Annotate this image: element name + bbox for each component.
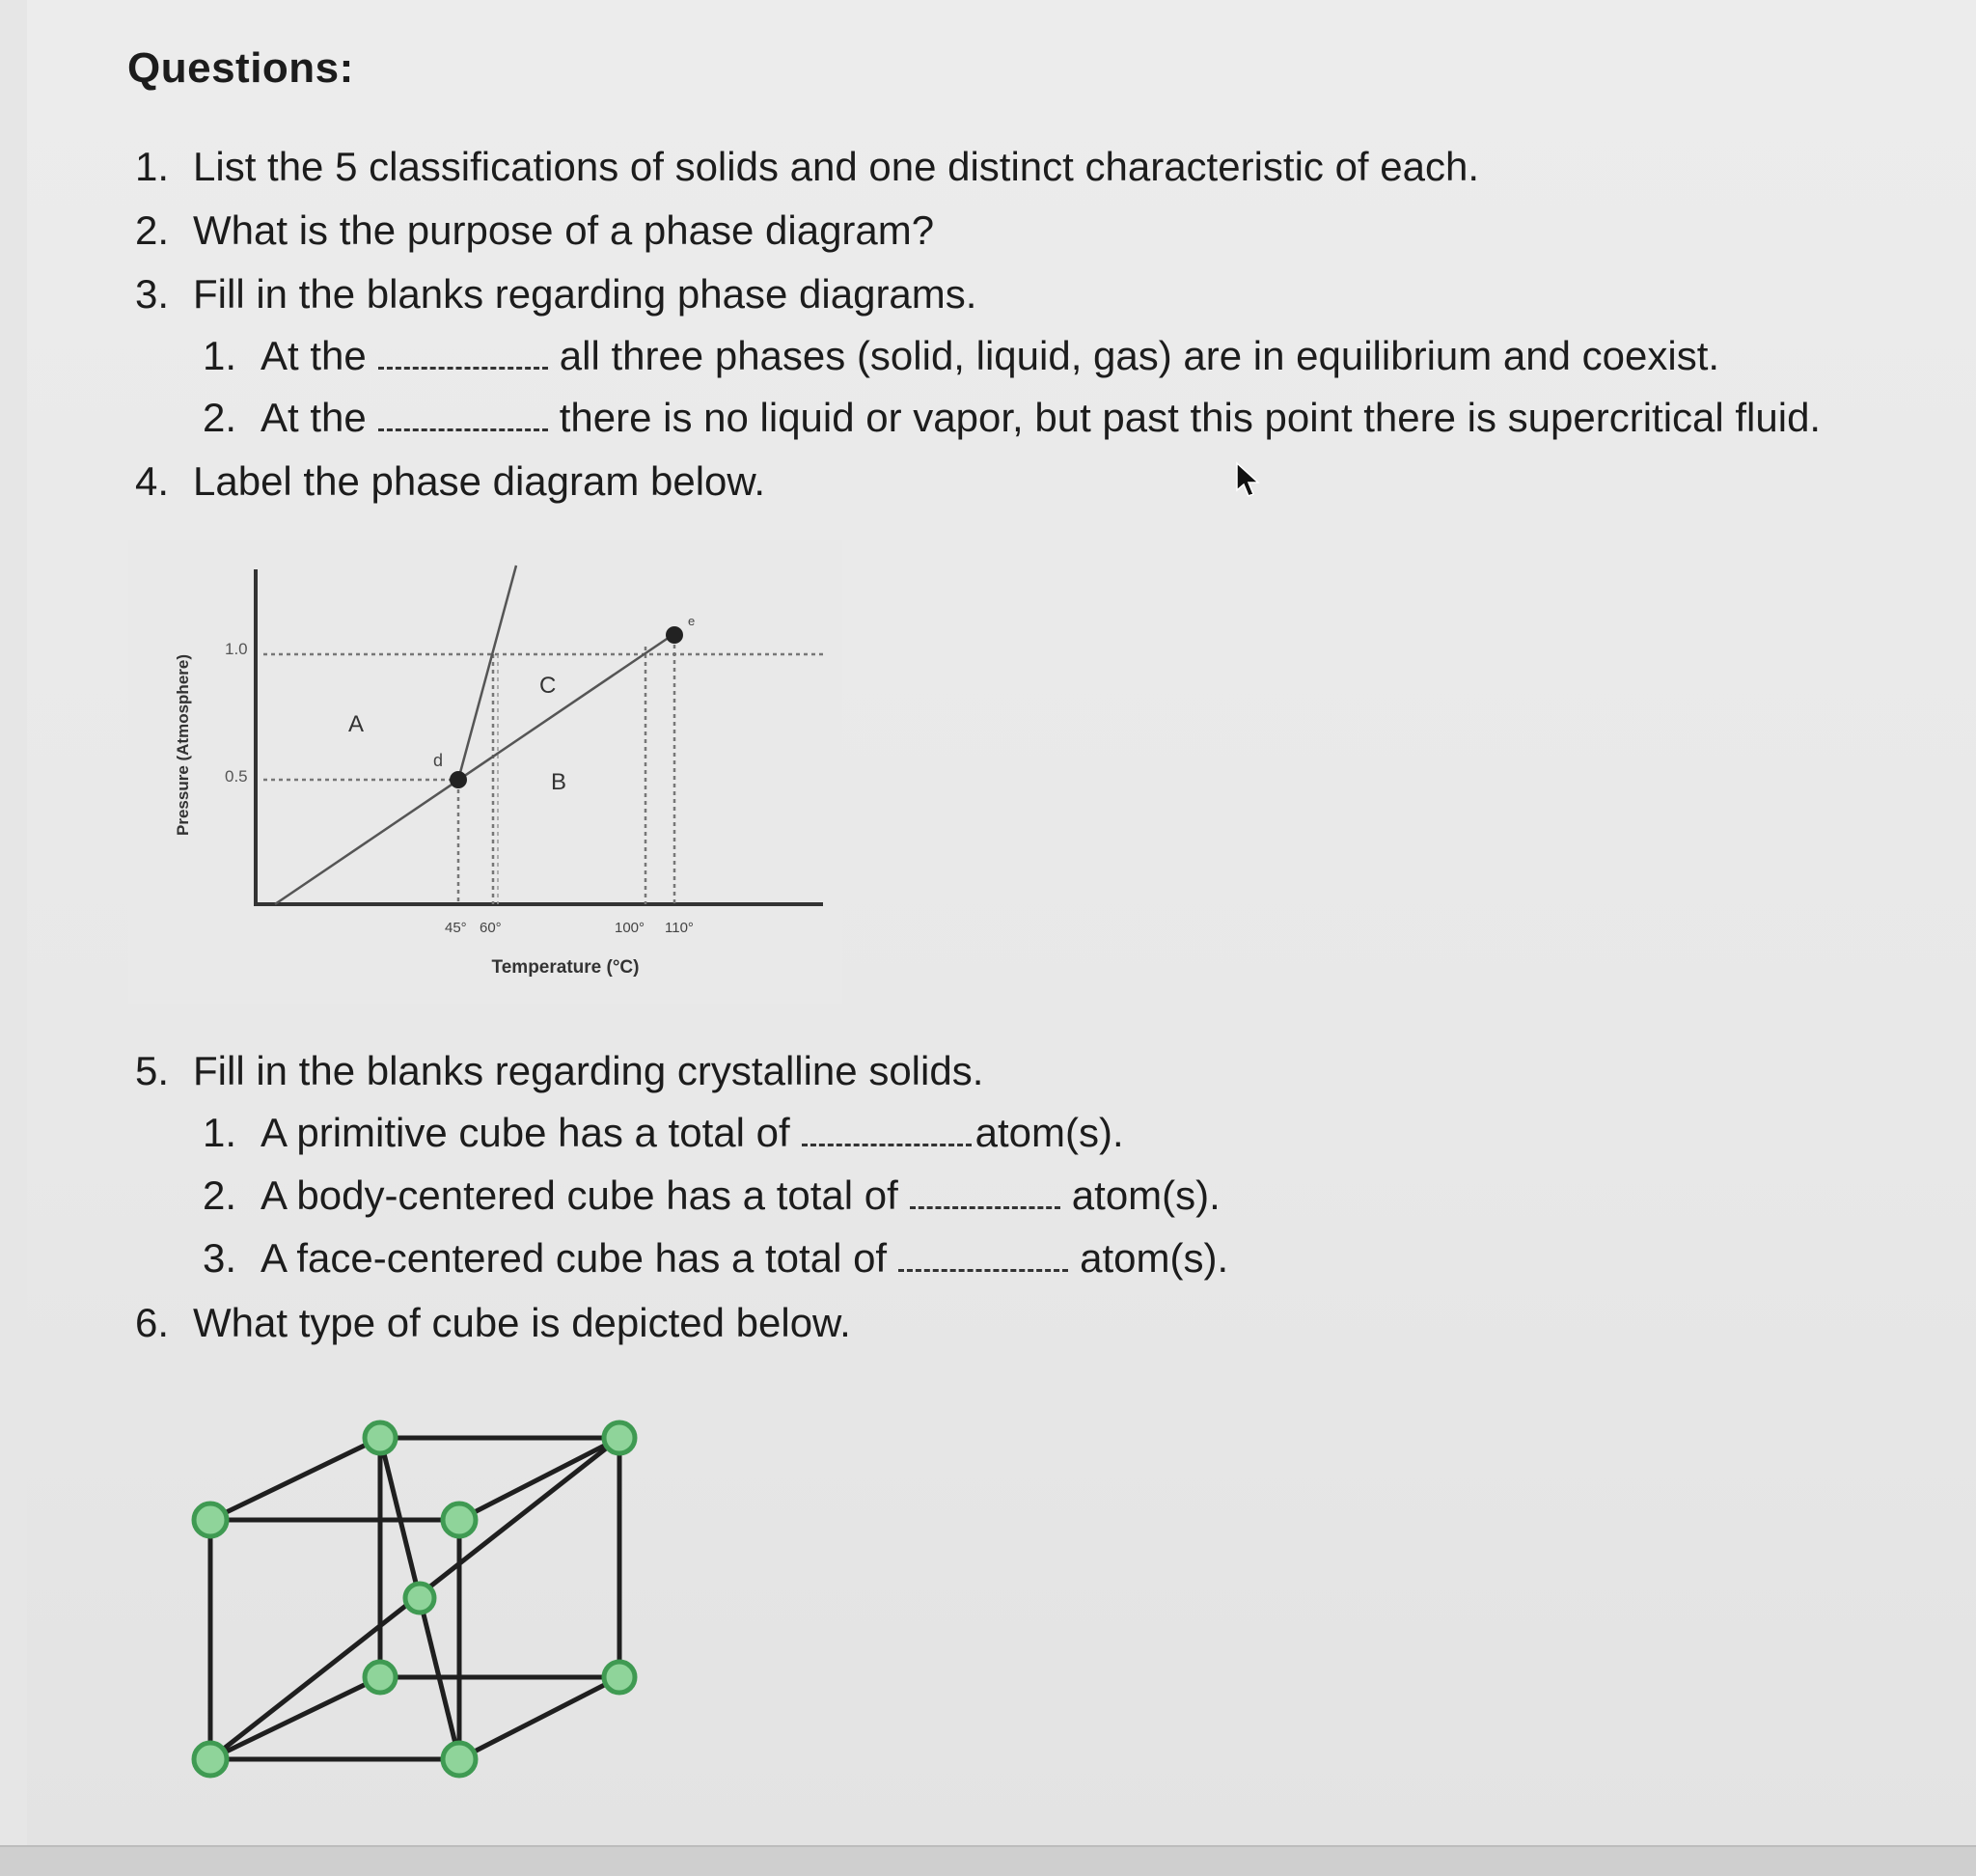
corner-atom <box>194 1743 227 1776</box>
front-face <box>210 1520 459 1759</box>
corner-atom <box>365 1422 396 1453</box>
answer-blank[interactable] <box>378 361 548 370</box>
question-4: 4. Label the phase diagram below. <box>135 458 766 504</box>
region-label-c: C <box>539 673 557 699</box>
question-5: 5. Fill in the blanks regarding crystalline solids. <box>135 1048 984 1093</box>
region-label-a: A <box>348 711 365 737</box>
worksheet <box>27 0 1976 1845</box>
answer-blank[interactable] <box>802 1138 972 1146</box>
corner-atom <box>604 1422 635 1453</box>
cube-diagram <box>181 1409 654 1785</box>
region-label-b: B <box>551 769 567 795</box>
corner-atom <box>443 1504 476 1536</box>
question-3-sub-2: 2. At the there is no liquid or vapor, but past this point there is supercritical fluid. <box>203 395 1822 440</box>
mouse-cursor-icon <box>1235 461 1262 504</box>
corner-atom <box>443 1743 476 1776</box>
critical-point <box>666 626 683 644</box>
edge <box>459 1677 619 1759</box>
x-tick-100: 100° <box>615 920 645 936</box>
edge <box>210 1438 380 1520</box>
bottom-bar <box>0 1845 1976 1876</box>
question-1: 1. List the 5 classifications of solids and one distinct characteristic of each. <box>135 144 1480 189</box>
x-axis-label: Temperature (°C) <box>491 957 640 978</box>
edge <box>459 1438 619 1520</box>
corner-atom <box>194 1504 227 1536</box>
point-label-d: d <box>433 751 444 770</box>
question-2: 2. What is the purpose of a phase diagram? <box>135 207 935 253</box>
x-tick-60: 60° <box>480 920 502 936</box>
corner-atom <box>365 1662 396 1693</box>
body-center-atom <box>405 1584 434 1613</box>
phase-diagram <box>128 540 842 1004</box>
question-5-sub-2: 2. A body-centered cube has a total of atom(s). <box>203 1172 1221 1218</box>
answer-blank[interactable] <box>378 423 548 431</box>
question-3: 3. Fill in the blanks regarding phase diagrams. <box>135 271 977 317</box>
y-tick-0-5: 0.5 <box>225 767 248 786</box>
answer-blank[interactable] <box>910 1200 1060 1209</box>
back-face <box>380 1438 619 1677</box>
question-5-sub-1: 1. A primitive cube has a total of atom(s). <box>203 1110 1124 1155</box>
question-6: 6. What type of cube is depicted below. <box>135 1300 851 1345</box>
answer-blank[interactable] <box>898 1263 1068 1272</box>
x-tick-45: 45° <box>445 920 467 936</box>
y-axis-label: Pressure (Atmosphere) <box>174 653 192 837</box>
x-tick-110: 110° <box>665 920 694 936</box>
question-5-sub-3: 3. A face-centered cube has a total of atom(s). <box>203 1235 1229 1281</box>
page-title: Questions: <box>127 44 354 92</box>
corner-atom <box>604 1662 635 1693</box>
y-tick-1-0: 1.0 <box>225 640 248 658</box>
question-3-sub-1: 1. At the all three phases (solid, liquid, gas) are in equilibrium and coexist. <box>203 333 1720 378</box>
point-label-e: e <box>688 614 696 628</box>
triple-point <box>450 771 467 788</box>
